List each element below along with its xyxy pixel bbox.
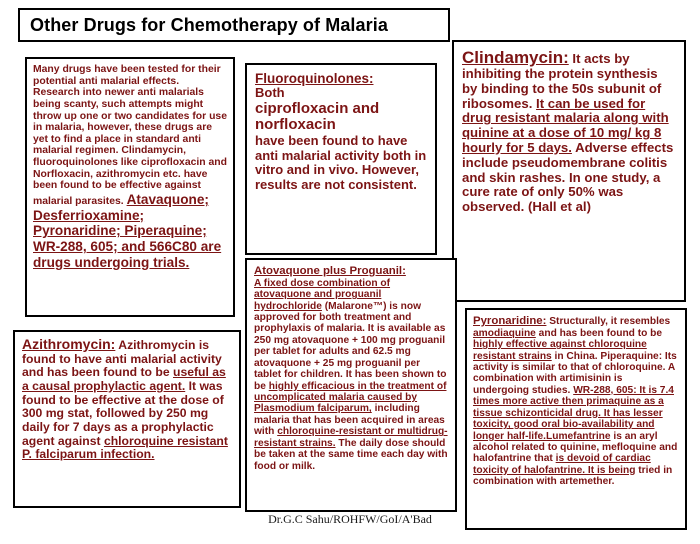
many-drugs-box <box>25 57 235 317</box>
clindamycin-box <box>452 40 686 302</box>
many-drugs-text: Many drugs have been tested for their potential anti malarial effects. Research into newer anti malarials being scanty, such attempts might throw up one or two candidates for use in malaria, however, these drugs are yet to find a place in standard anti malarial regimen. Clindamycin, fluoroquinolones like ciprofloxacin and Norfloxacin, azithromycin etc. have been found to be effective against malarial parasites. <box>33 64 227 208</box>
atovaquone-text-2: including malaria that has been acquired in areas with <box>254 403 445 438</box>
pyronaridine-underlined-1: amodiaquine <box>473 327 536 339</box>
azithromycin-text-1: Azithromycin is found to have anti malarial activity and has been found to be <box>22 338 222 380</box>
pyronaridine-text-2: and has been found to be <box>535 327 663 339</box>
azithromycin-text-2: It was found to be effective at the dose of 300 mg stat, followed by 250 mg daily for 7 days as a prophylactic agent against <box>22 378 224 448</box>
pyronaridine-text-4: is an aryl alcohol related to quinine, mefloquine and halofantrine that <box>473 430 678 465</box>
pyronaridine-paragraph <box>473 315 679 488</box>
azithromycin-underlined-1: useful as a causal prophylactic agent. <box>22 365 226 393</box>
clindamycin-text-2: Adverse effects include pseudomembrane colitis and skin rashes. In one study, a cure rate of only 50% was observed. (Hall et al) <box>462 139 674 215</box>
atovaquone-text-3: The daily dose should be taken at the same time each day with food or milk. <box>254 437 448 472</box>
azithromycin-box <box>13 330 241 508</box>
clindamycin-text-1: It acts by inhibiting the protein synthesis by binding to the 50s subunit of ribosomes. <box>462 51 662 111</box>
pyronaridine-text-3: in China. Piperaquine: Its activity is similar to that of chloroquine. A combination with artimisinin is undergoing studies. <box>473 350 677 396</box>
atovaquone-underlined-2: highly efficacious in the treatment of uncomplicated malaria caused by Plasmodium falciparum, <box>254 380 447 415</box>
fluoroquinolones-heading: Fluoroquinolones: <box>255 71 374 86</box>
pyronaridine-box <box>465 308 687 530</box>
pyronaridine-text-5: tried in combination with artemether. <box>473 464 673 488</box>
atovaquone-underlined-3: chloroquine-resistant or multidrug-resistant strains. <box>254 426 448 449</box>
pyronaridine-text-1: Structurally, it resembles <box>546 316 671 327</box>
fluoroquinolones-drugs: ciprofloxacin and norfloxacin <box>255 99 380 134</box>
azithromycin-underlined-2: chloroquine resistant P. falciparum infection. <box>22 433 228 462</box>
footer-credit: Dr.G.C Sahu/ROHFW/GoI/A'Bad <box>268 512 432 526</box>
azithromycin-heading: Azithromycin: <box>22 336 116 352</box>
azithromycin-paragraph <box>22 337 232 462</box>
fluoroquinolones-line-1: Both <box>255 85 285 101</box>
pyronaridine-underlined-2: highly effective against chloroquine resistant strains <box>473 339 647 362</box>
fluoroquinolones-box <box>245 63 437 255</box>
atovaquone-heading: Atovaquone plus Proguanil: <box>254 265 406 277</box>
page-title <box>18 8 450 42</box>
many-drugs-paragraph <box>33 64 227 270</box>
atovaquone-underlined-1: A fixed dose combination of atovaquone and proguanil hydrochloride <box>254 277 391 312</box>
pyronaridine-heading: Pyronaridine: <box>473 315 547 327</box>
clindamycin-underlined-1: It can be used for drug resistant malaria along with quinine at a dose of 10 mg/ kg 8 hourly for 5 days. <box>462 95 669 155</box>
atovaquone-paragraph <box>254 278 448 472</box>
atovaquone-text-1: (Malarone™) is now approved for both treatment and prophylaxis of malaria. It is available as 250 mg atovaquone + 100 mg proguanil per tablet for adults and 62.5 mg atovaquone + 25 mg proguanil per tablet for children. It has been shown to be <box>254 300 447 392</box>
fluoroquinolones-line-3: have been found to have anti malarial activity both in vitro and in vivo. However, results are not consistent. <box>255 133 427 192</box>
atovaquone-proguanil-box <box>245 258 457 512</box>
pyronaridine-underlined-5: is devoid of cardiac toxicity of halofantrine. It is being <box>473 453 651 476</box>
clindamycin-heading: Clindamycin: <box>462 48 569 67</box>
page-title-text: Other Drugs for Chemotherapy of Malaria <box>30 14 388 35</box>
clindamycin-paragraph <box>462 48 676 215</box>
pyronaridine-underlined-4: Lumefantrine <box>546 430 611 442</box>
many-drugs-underlined: Atavaquone; Desferrioxamine; Pyronaridine; Piperaquine; WR-288, 605; and 566C80 are drugs undergoing trials. <box>33 192 222 270</box>
pyronaridine-underlined-3: WR-288, 605: It is 7.4 times more active then primaquine as a tissue schizonticidal drug. It has lesser toxicity, good oral bio-availability and longer half-life. <box>473 384 674 442</box>
